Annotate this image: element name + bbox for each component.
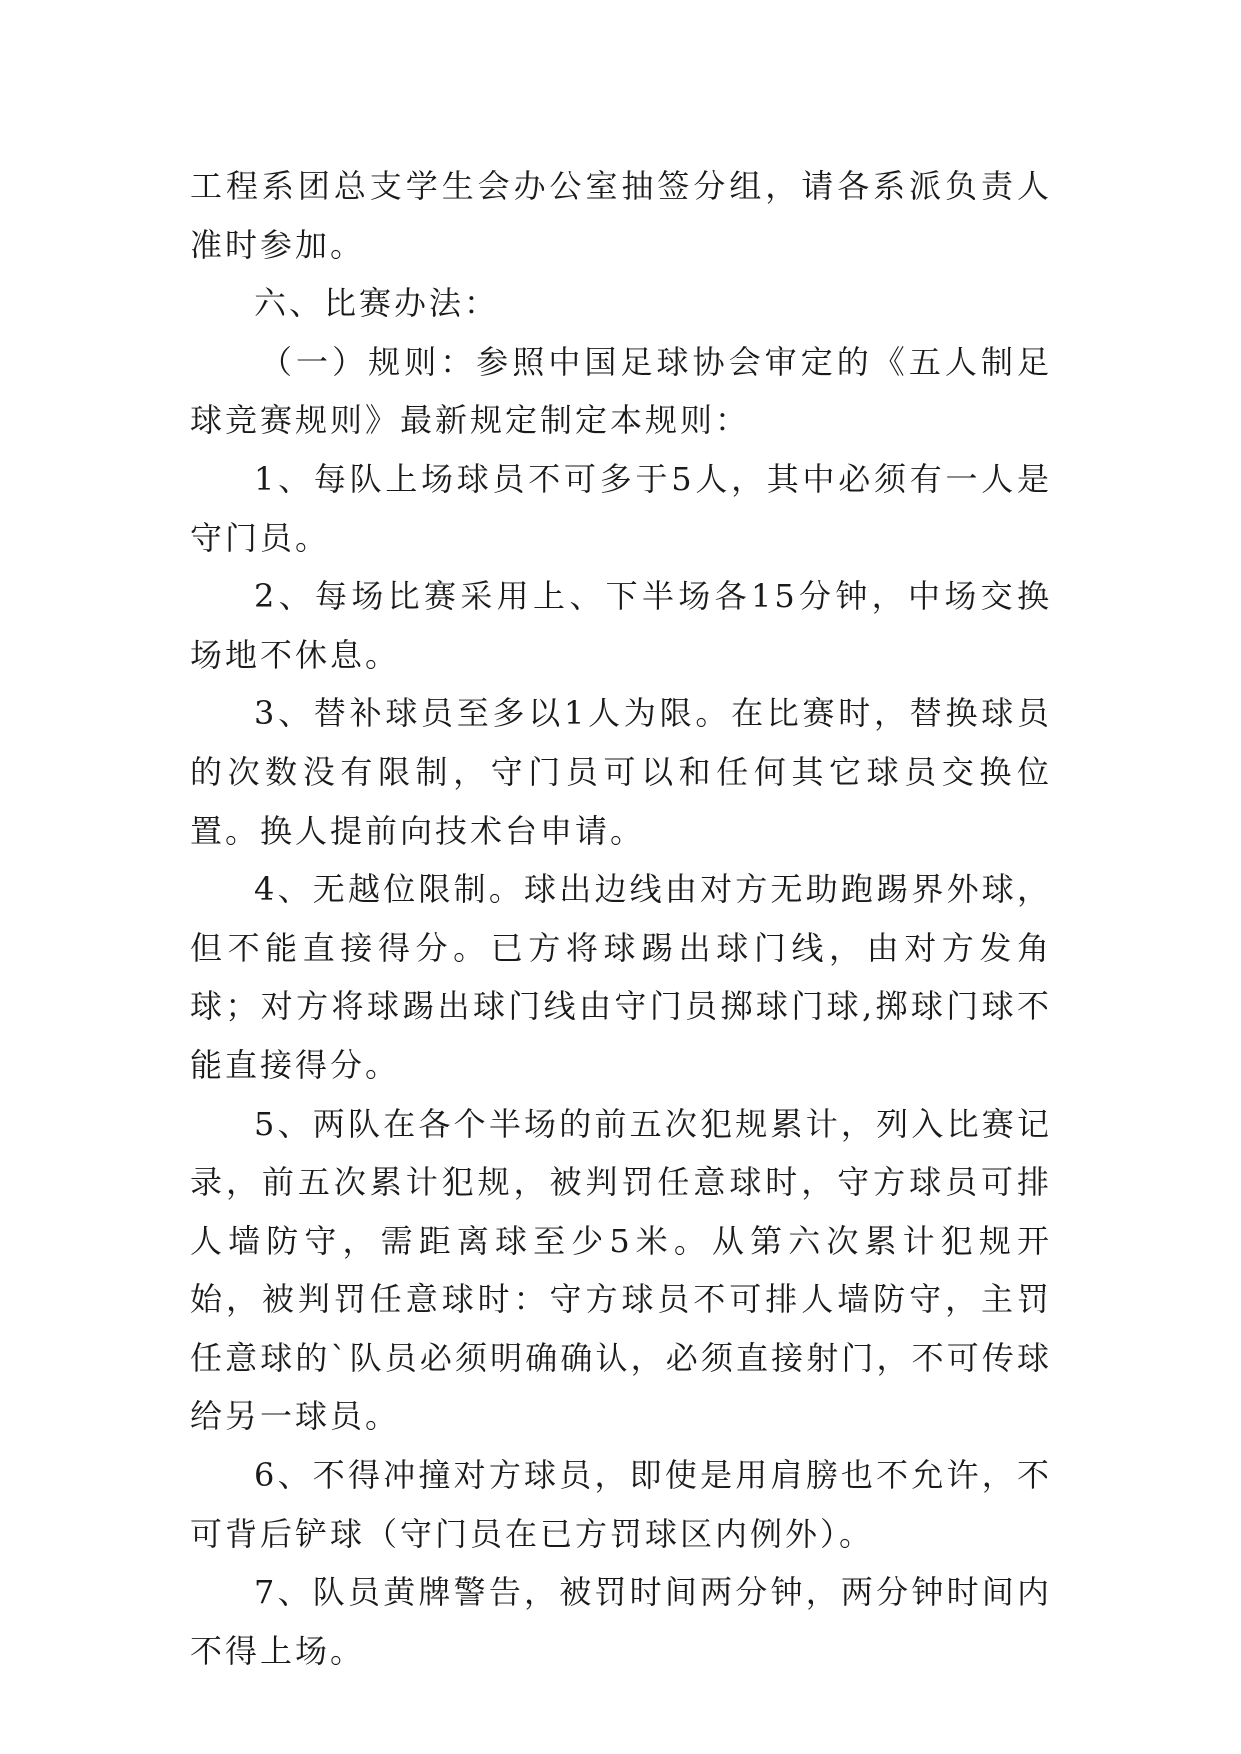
rule-item-5: 5、两队在各个半场的前五次犯规累计，列入比赛记录，前五次累计犯规，被判罚任意球时，守方球员可排人墙防守，需距离球至少5米。从第六次累计犯规开始，被判罚任意球时：守方球员不可排人墙防守，主罚任意球的`队员必须明确确认，必须直接射门，不可传球给另一球员。 [190, 1104, 1052, 1436]
rule-item-4: 4、无越位限制。球出边线由对方无助跑踢界外球，但不能直接得分。已方将球踢出球门线，由对方发角球；对方将球踢出球门线由守门员掷球门球,掷球门球不能直接得分。 [190, 870, 1052, 1084]
rule-item-6: 6、不得冲撞对方球员，即使是用肩膀也不允许，不可背后铲球（守门员在已方罚球区内例外）。 [190, 1456, 1052, 1553]
rule-item-3: 3、替补球员至多以1人为限。在比赛时，替换球员的次数没有限制，守门员可以和任何其它球员交换位置。换人提前向技术台申请。 [190, 694, 1052, 850]
paragraph-continuation: 工程系团总支学生会办公室抽签分组，请各系派负责人准时参加。 [190, 167, 1052, 264]
section-heading-competition-method: 六、比赛办法： [254, 284, 500, 323]
rule-item-7: 7、队员黄牌警告，被罚时间两分钟，两分钟时间内不得上场。 [190, 1573, 1052, 1670]
subsection-rules: （一）规则：参照中国足球协会审定的《五人制足球竞赛规则》最新规定制定本规则： [190, 342, 1052, 440]
rule-item-1: 1、每队上场球员不可多于5人，其中必须有一人是守门员。 [190, 459, 1052, 557]
rule-item-2: 2、每场比赛采用上、下半场各15分钟，中场交换场地不休息。 [190, 577, 1052, 674]
document-page [190, 157, 1052, 1680]
